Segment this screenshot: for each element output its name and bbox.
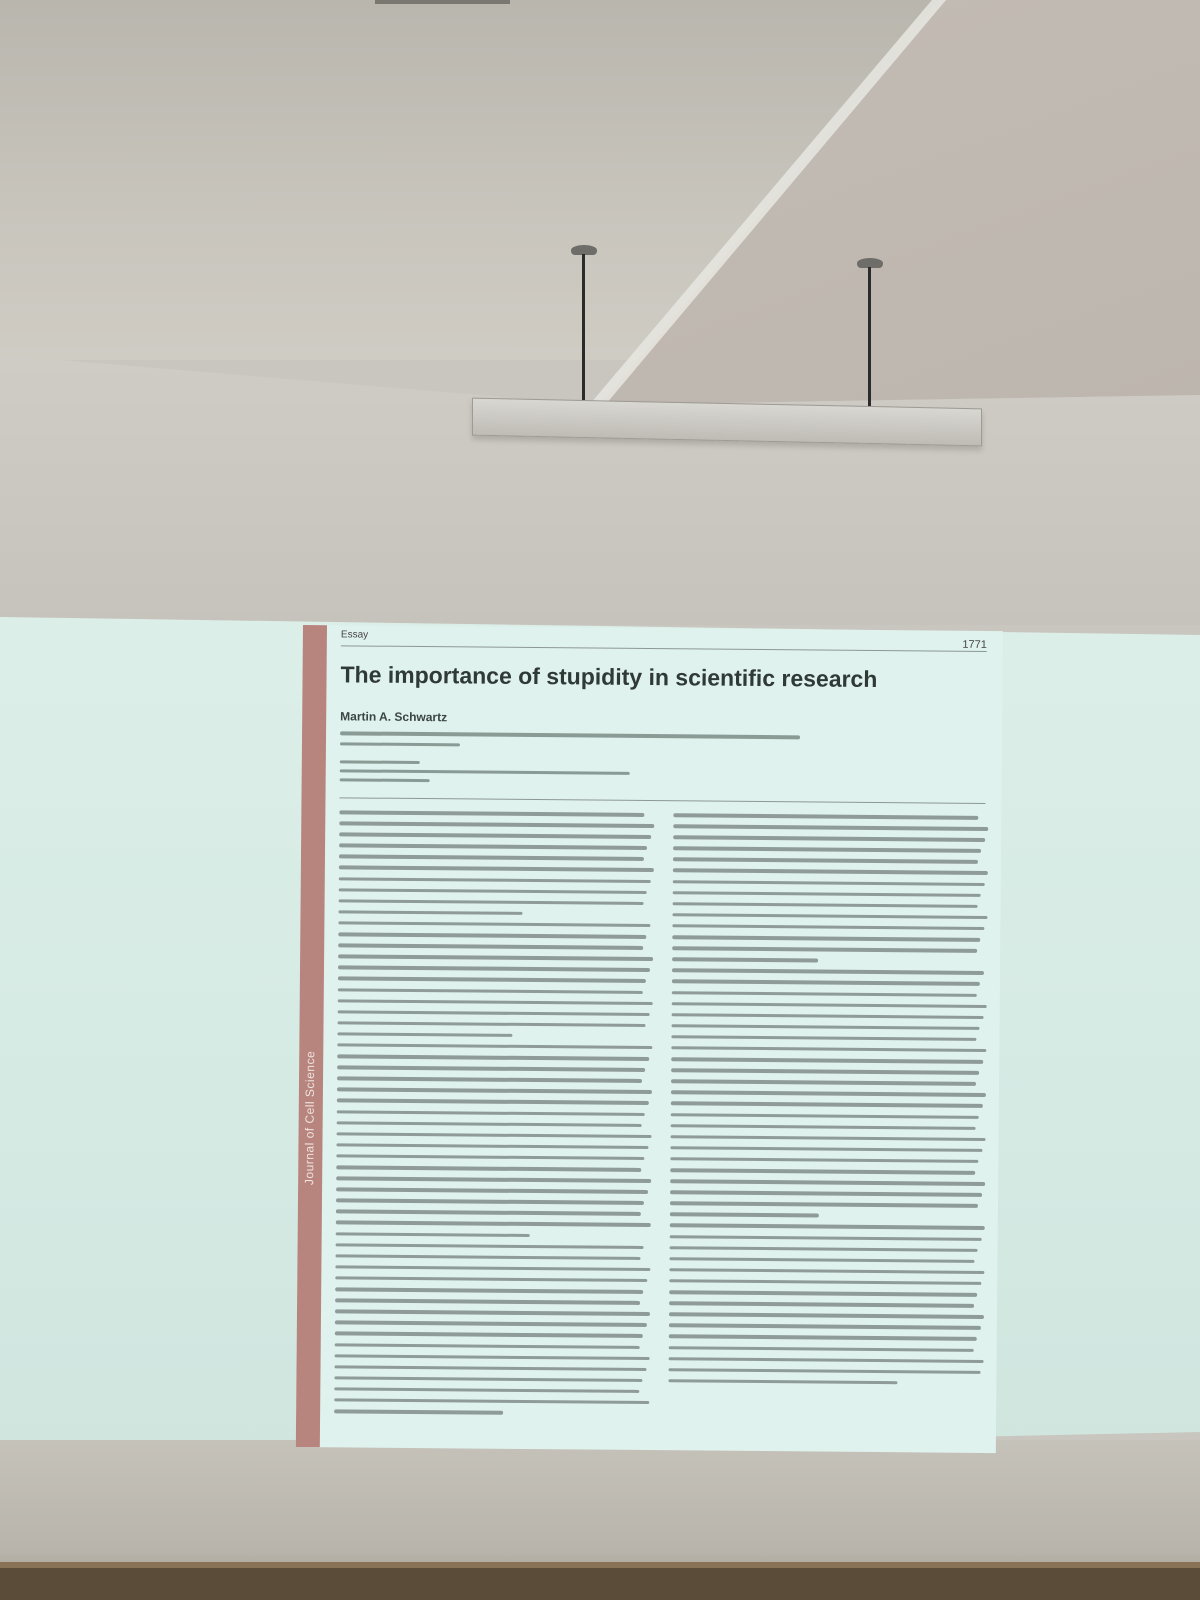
text-line xyxy=(339,821,654,827)
text-line xyxy=(669,1324,981,1330)
received-line xyxy=(340,760,420,764)
text-line xyxy=(672,980,980,986)
text-line xyxy=(671,1102,983,1108)
text-line xyxy=(671,1068,979,1074)
text-line xyxy=(669,1335,977,1341)
text-line xyxy=(335,1365,647,1371)
text-line xyxy=(670,1202,978,1208)
text-line xyxy=(337,1121,642,1127)
text-line xyxy=(334,1387,639,1393)
text-line xyxy=(669,1357,984,1363)
text-line xyxy=(670,1235,982,1241)
text-line xyxy=(338,910,522,915)
text-line xyxy=(337,1088,652,1094)
text-line xyxy=(670,1246,978,1252)
text-line xyxy=(338,943,643,949)
text-line xyxy=(337,1099,649,1105)
article-author: Martin A. Schwartz xyxy=(340,709,448,725)
text-line xyxy=(339,899,644,905)
text-line xyxy=(339,844,647,850)
text-line xyxy=(337,1110,645,1116)
text-line xyxy=(672,969,984,975)
text-line xyxy=(338,1010,650,1016)
text-line xyxy=(336,1165,641,1171)
text-line xyxy=(335,1265,650,1271)
text-line xyxy=(672,957,818,962)
text-line xyxy=(673,880,985,886)
text-line xyxy=(337,1054,649,1060)
text-line xyxy=(335,1343,640,1349)
bottom-rail xyxy=(0,1568,1200,1600)
fixture-rod-left xyxy=(582,254,585,406)
text-line xyxy=(336,1143,648,1149)
text-line xyxy=(338,977,646,983)
text-line xyxy=(669,1257,974,1263)
text-line xyxy=(335,1254,640,1260)
text-line xyxy=(669,1312,984,1318)
text-line xyxy=(671,1091,986,1097)
text-line xyxy=(339,888,647,894)
text-line xyxy=(670,1146,982,1152)
text-line xyxy=(672,1002,987,1008)
text-line xyxy=(670,1179,985,1185)
text-line xyxy=(673,847,981,853)
email-line xyxy=(340,742,460,746)
affiliation-line xyxy=(340,731,800,739)
text-line xyxy=(673,869,988,875)
text-line xyxy=(673,813,978,819)
citation-line xyxy=(340,769,630,775)
text-line xyxy=(672,924,984,930)
text-line xyxy=(669,1346,974,1352)
text-line xyxy=(670,1157,978,1163)
text-line xyxy=(334,1409,503,1414)
text-line xyxy=(671,1113,979,1119)
page-number: 1771 xyxy=(962,638,987,651)
text-line xyxy=(337,1043,652,1049)
text-line xyxy=(336,1221,651,1227)
text-line xyxy=(670,1168,975,1174)
text-line xyxy=(672,1024,980,1030)
text-line xyxy=(339,810,644,816)
text-column-right xyxy=(668,813,991,1393)
text-line xyxy=(335,1332,643,1338)
text-line xyxy=(668,1379,897,1384)
ceiling-edge xyxy=(375,0,510,4)
text-line xyxy=(669,1268,984,1274)
text-line xyxy=(339,877,651,883)
text-line xyxy=(670,1190,982,1196)
text-line xyxy=(338,988,643,994)
text-line xyxy=(338,966,650,972)
text-line xyxy=(336,1232,530,1237)
text-line xyxy=(669,1279,981,1285)
text-line xyxy=(335,1310,650,1316)
text-line xyxy=(337,1032,512,1037)
text-line xyxy=(336,1176,651,1182)
text-line xyxy=(669,1368,981,1374)
doi-line xyxy=(340,778,430,782)
text-line xyxy=(335,1354,650,1360)
text-line xyxy=(672,946,977,952)
text-line xyxy=(337,1077,642,1083)
text-line xyxy=(673,902,978,908)
text-line xyxy=(673,835,985,841)
text-line xyxy=(673,858,978,864)
text-line xyxy=(336,1210,641,1216)
text-line xyxy=(669,1290,977,1296)
text-line xyxy=(336,1199,644,1205)
text-line xyxy=(671,1057,983,1063)
text-line xyxy=(338,955,653,961)
text-line xyxy=(339,833,651,839)
text-line xyxy=(338,921,650,927)
text-line xyxy=(336,1187,648,1193)
text-line xyxy=(337,1065,645,1071)
text-line xyxy=(334,1376,642,1382)
journal-sidebar-label: Journal of Cell Science xyxy=(302,1050,318,1186)
title-block-rule xyxy=(339,797,985,804)
text-column-left xyxy=(334,810,657,1423)
text-line xyxy=(672,991,977,997)
text-line xyxy=(338,999,653,1005)
text-line xyxy=(335,1298,640,1304)
text-line xyxy=(336,1154,644,1160)
text-line xyxy=(338,1021,646,1027)
text-line xyxy=(671,1046,986,1052)
text-line xyxy=(671,1135,986,1141)
text-line xyxy=(334,1398,649,1404)
text-line xyxy=(337,1132,652,1138)
text-line xyxy=(671,1035,976,1041)
text-line xyxy=(335,1321,647,1327)
text-line xyxy=(670,1213,819,1218)
text-line xyxy=(673,824,988,830)
text-line xyxy=(336,1243,644,1249)
text-line xyxy=(669,1301,974,1307)
fixture-rod-right xyxy=(868,267,871,417)
text-line xyxy=(670,1224,985,1230)
text-line xyxy=(672,935,980,941)
section-label: Essay xyxy=(340,629,369,641)
article-title: The importance of stupidity in scientific research xyxy=(340,661,878,693)
text-line xyxy=(335,1287,643,1293)
text-line xyxy=(339,855,644,861)
text-line xyxy=(338,932,646,938)
text-line xyxy=(673,891,981,897)
text-line xyxy=(671,1079,976,1085)
text-line xyxy=(671,1124,976,1130)
text-line xyxy=(335,1276,647,1282)
text-line xyxy=(339,866,654,872)
projected-article-page xyxy=(296,625,1003,1453)
text-line xyxy=(672,913,987,919)
text-line xyxy=(672,1013,984,1019)
